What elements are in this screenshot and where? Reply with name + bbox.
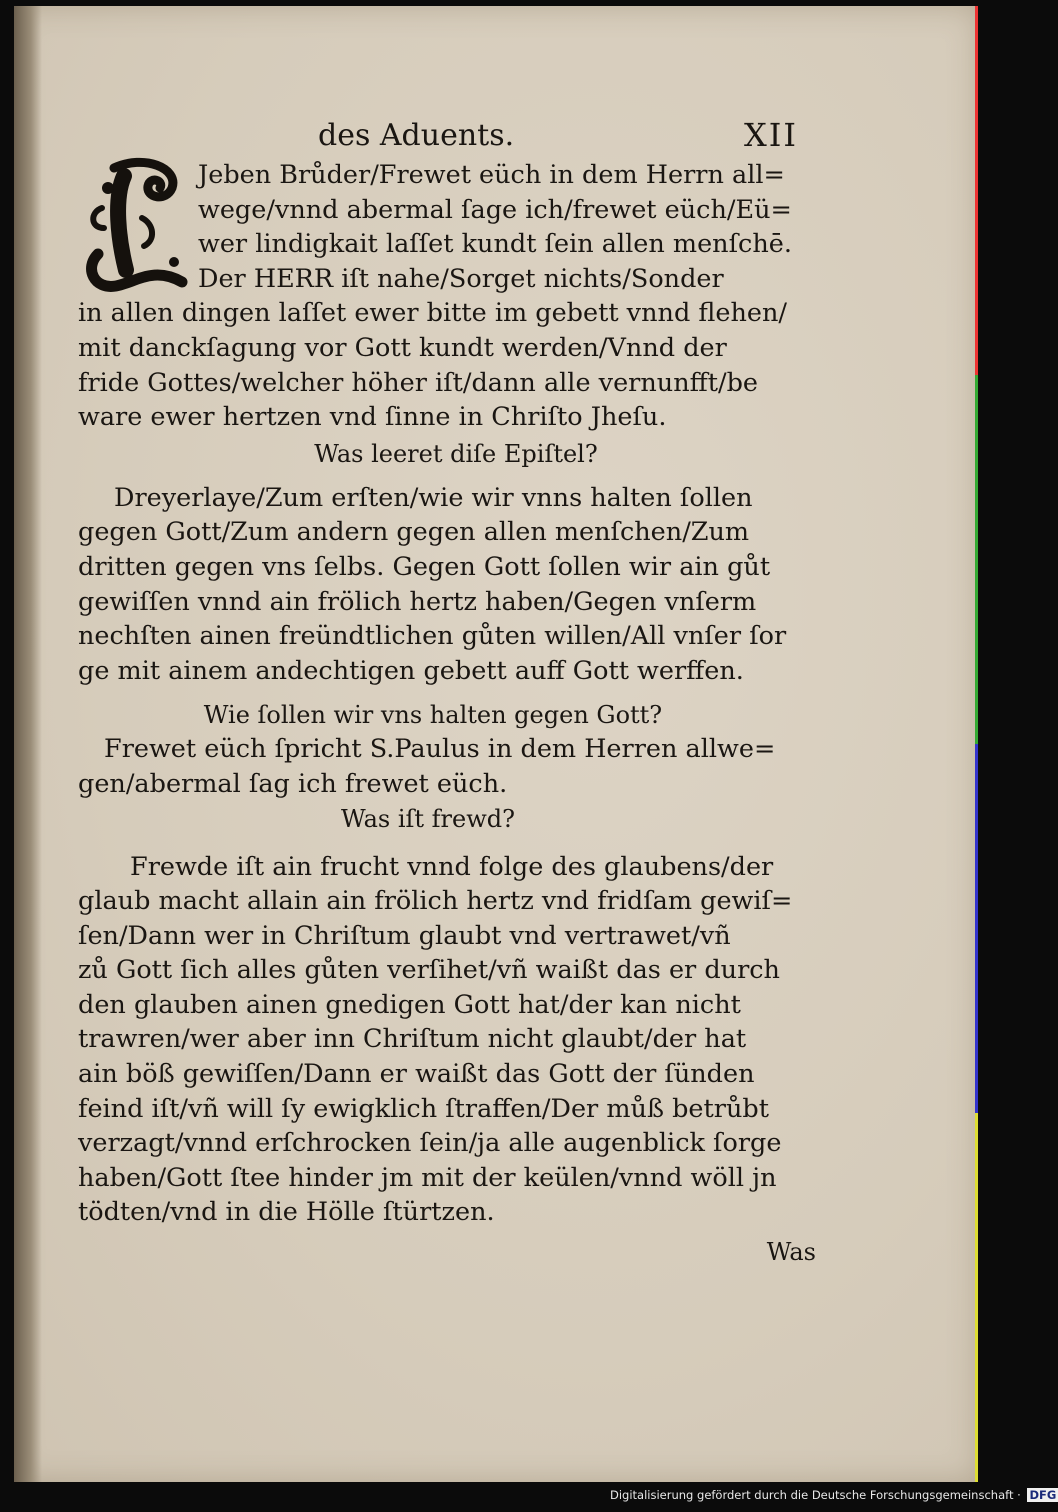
digitization-credit: Digitalisierung gefördert durch die Deutsche Forschungsgemeinschaft · DFG [610,1488,1057,1502]
text-line: Frewde iſt ain frucht vnnd folge des glaubens/der [130,851,774,882]
color-calibration-strip [975,6,978,1482]
text-line: in allen dingen laſſet ewer bitte im gebett vnnd flehen/ [78,298,787,329]
text-line: gegen Gott/Zum andern gegen allen menſchen/Zum [78,517,750,548]
text-line: den glauben ainen gnedigen Gott hat/der kan nicht [78,989,741,1020]
folio-number: XII [744,116,799,154]
text-line: haben/Gott ſtee hinder jm mit der keülen/vnnd wöll jn [78,1162,777,1193]
running-title: des Aduents. [318,118,515,153]
epistle-paragraph [78,158,818,435]
text-line: dritten gegen vns ſelbs. Gegen Gott ſollen wir ain gůt [78,551,771,582]
text-line: gewiſſen vnnd ain frölich hertz haben/Gegen vnſerm [78,586,757,617]
answer-paragraph [78,850,818,1231]
text-line: Jeben Brůder/Frewet eüch in dem Herrn all= [198,160,785,190]
running-head [78,114,818,158]
text-line: ware ewer hertzen vnd ſinne in Chriſto Jheſu. [78,402,667,433]
text-line: feind iſt/vñ will ſy ewigklich ſtraffen/Der můß betrůbt [78,1093,769,1124]
text-line: ain böß gewiſſen/Dann er waißt das Gott der ſünden [78,1059,755,1090]
text-line: verzagt/vnnd erſchrocken ſein/ja alle augenblick ſorge [78,1128,782,1159]
text-line: wer lindigkait laſſet kundt ſein allen menſchē. [198,229,792,260]
text-line: glaub macht allain ain frölich hertz vnd fridſam gewiſ= [78,886,793,917]
answer-paragraph [78,481,818,689]
text-line: trawren/wer aber inn Chriſtum nicht glaubt/der hat [78,1024,747,1055]
text-line: gen/abermal ſag ich frewet eüch. [78,768,508,799]
catchword: Was [766,1238,816,1267]
decorated-initial-l [84,158,190,298]
text-line: wege/vnnd abermal ſage ich/frewet eüch/Eü= [198,194,792,225]
page-text-block [78,114,818,1266]
text-line: nechſten ainen freündtlichen gůten willen/All vnſer ſor [78,621,787,652]
question-heading: Was iſt frewd? [341,804,515,833]
question-heading: Wie ſollen wir vns halten gegen Gott? [203,701,663,730]
text-line: tödten/vnd in die Hölle ſtürtzen. [78,1197,495,1228]
page-gutter [14,6,42,1482]
dfg-logo: DFG [1029,1488,1057,1502]
question-heading: Was leeret diſe Epiſtel? [314,439,598,468]
text-line: fride Gottes/welcher höher iſt/dann alle vernunfft/be [78,367,758,398]
text-line: Frewet eüch ſpricht S.Paulus in dem Herren allwe= [104,734,776,765]
text-line: Der HERR iſt nahe/Sorget nichts/Sonder [198,263,724,294]
text-line: zů Gott ſich alles gůten verſihet/vñ waißt das er durch [78,955,780,986]
text-line: ge mit ainem andechtigen gebett auff Gott werffen. [78,655,744,686]
book-page [14,6,978,1482]
text-line: Dreyerlaye/Zum erſten/wie wir vnns halten ſollen [114,482,753,513]
answer-paragraph [78,732,818,801]
text-line: mit danckſagung vor Gott kundt werden/Vnnd der [78,332,727,363]
credit-text: Digitalisierung gefördert durch die Deutsche Forschungsgemeinschaft [610,1488,1014,1502]
text-line: ſen/Dann wer in Chriſtum glaubt vnd vertrawet/vñ [78,920,731,951]
